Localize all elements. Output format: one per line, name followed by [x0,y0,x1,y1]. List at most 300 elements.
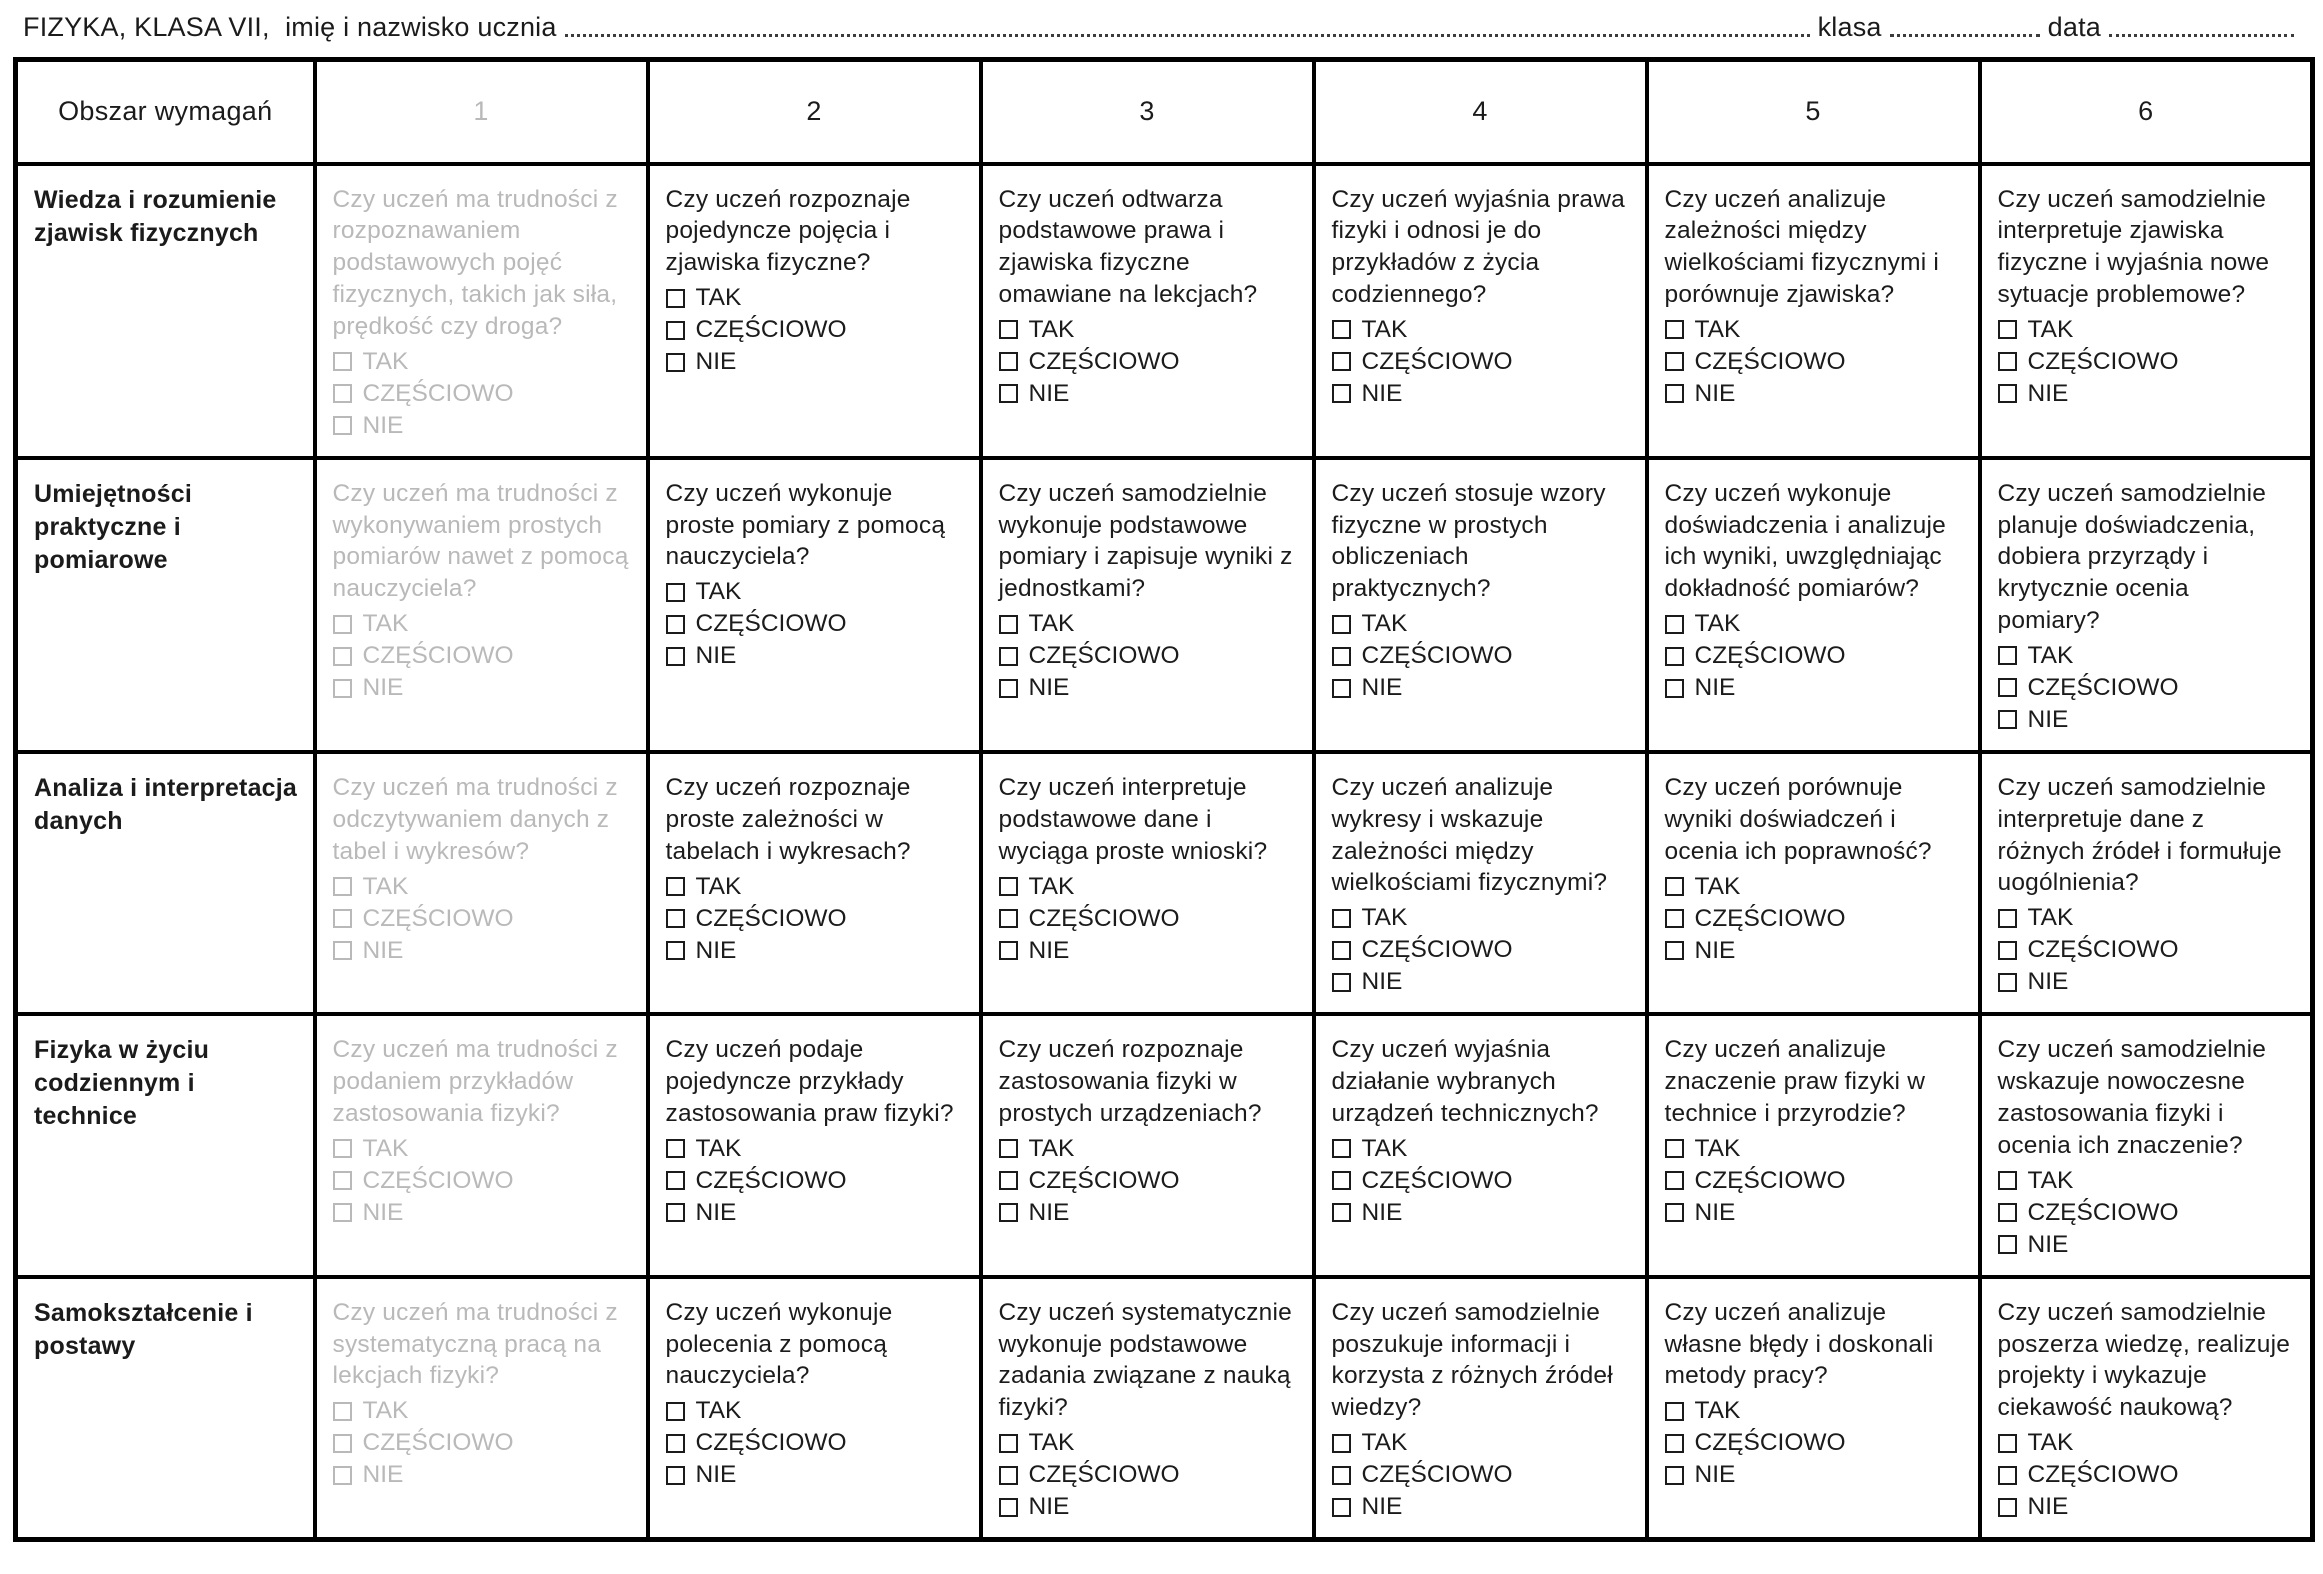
checkbox-option[interactable] [333,870,631,902]
checkbox-icon[interactable] [999,1203,1018,1222]
checkbox-icon[interactable] [1332,909,1351,928]
checkbox-label: NIE [362,411,404,439]
checkbox-label: TAK [1694,872,1741,900]
criterion-cell [1980,164,2313,458]
checkbox-icon[interactable] [666,321,685,340]
checkbox-icon[interactable] [1665,1434,1684,1453]
checkbox-option[interactable] [1998,934,2296,966]
checkbox-label: NIE [1028,1493,1070,1521]
criterion-question: Czy uczeń ma trudności z wykonywaniem prostych pomiarów nawet z pomocą nauczyciela? [332,479,629,603]
checkbox-option[interactable] [333,1395,631,1427]
checkbox-icon[interactable] [666,353,685,372]
checkbox-icon[interactable] [1332,941,1351,960]
checkbox-option[interactable] [333,934,631,966]
criterion-cell [1647,1277,1980,1540]
criterion-cell [315,164,648,458]
checkbox-icon[interactable] [1332,679,1351,698]
checkbox-icon[interactable] [1998,646,2017,665]
criterion-cell [981,1277,1314,1540]
checkbox-icon[interactable] [666,583,685,602]
criterion-question: Czy uczeń wykonuje proste pomiary z pomocą nauczyciela? [665,479,946,571]
checkbox-icon[interactable] [1665,679,1684,698]
checkbox-icon[interactable] [999,1171,1018,1190]
klasa-label: klasa [1817,12,1882,42]
checkbox-option[interactable] [999,608,1297,640]
checkbox-label: NIE [1361,968,1403,996]
checkbox-icon[interactable] [1998,320,2017,339]
checkbox-icon[interactable] [1998,384,2017,403]
checkbox-icon[interactable] [999,352,1018,371]
checkbox-label: TAK [2027,642,2074,670]
checkbox-option[interactable] [1665,608,1963,640]
checkbox-label: TAK [362,610,409,638]
checkbox-label: NIE [695,1198,737,1226]
checkbox-option[interactable] [333,608,631,640]
criterion-cell [981,1014,1314,1276]
checkbox-label: CZĘŚCIOWO [695,1429,847,1457]
checkbox-option[interactable] [333,1427,631,1459]
checkbox-icon[interactable] [666,647,685,666]
checkbox-option[interactable] [1665,1427,1963,1459]
checkbox-label: CZĘŚCIOWO [1028,347,1180,375]
checkbox-group [1332,1133,1630,1229]
checkbox-icon[interactable] [999,647,1018,666]
checkbox-icon[interactable] [1332,647,1351,666]
criterion-question: Czy uczeń wyjaśnia prawa fizyki i odnosi je do przykładów z życia codziennego? [1331,185,1625,309]
checkbox-label: NIE [1361,674,1403,702]
checkbox-icon[interactable] [333,877,352,896]
row-area-label: Umiejętności praktyczne i pomiarowe [16,458,315,752]
criterion-question: Czy uczeń podaje pojedyncze przykłady zastosowania praw fizyki? [665,1036,954,1127]
checkbox-option[interactable] [999,902,1297,934]
checkbox-option[interactable] [1998,1229,2296,1261]
checkbox-icon[interactable] [999,1139,1018,1158]
checkbox-option[interactable] [1998,1427,2296,1459]
checkbox-option[interactable] [999,378,1297,410]
checkbox-option[interactable] [1332,1427,1630,1459]
checkbox-label: CZĘŚCIOWO [1028,904,1180,932]
checkbox-option[interactable] [666,1133,964,1165]
checkbox-icon[interactable] [999,615,1018,634]
criterion-cell [1647,752,1980,1014]
student-name-field-line[interactable] [565,33,1810,37]
checkbox-icon[interactable] [1665,647,1684,666]
checkbox-icon[interactable] [333,1466,352,1485]
checkbox-icon[interactable] [666,615,685,634]
checkbox-option[interactable] [1665,870,1963,902]
checkbox-label: NIE [1361,1198,1403,1226]
checkbox-option[interactable] [1998,378,2296,410]
checkbox-label: TAK [1361,1429,1408,1457]
criterion-question: Czy uczeń samodzielnie interpretuje dane z różnych źródeł i formułuje uogólnienia? [1997,773,2282,897]
checkbox-label: TAK [695,872,742,900]
criterion-cell [1980,752,2313,1014]
checkbox-icon[interactable] [1332,615,1351,634]
checkbox-option[interactable] [999,672,1297,704]
criterion-question: Czy uczeń ma trudności z odczytywaniem danych z tabel i wykresów? [332,773,618,865]
checkbox-icon[interactable] [1665,320,1684,339]
checkbox-label: TAK [1361,610,1408,638]
checkbox-icon[interactable] [999,877,1018,896]
checkbox-label: CZĘŚCIOWO [695,610,847,638]
checkbox-option[interactable] [666,1165,964,1197]
checkbox-icon[interactable] [333,1139,352,1158]
checkbox-icon[interactable] [1332,973,1351,992]
checkbox-label: TAK [695,1134,742,1162]
checkbox-icon[interactable] [999,679,1018,698]
checkbox-icon[interactable] [1998,1235,2017,1254]
checkbox-option[interactable] [1332,1165,1630,1197]
criterion-question: Czy uczeń analizuje własne błędy i doskonali metody pracy? [1664,1298,1934,1390]
criterion-question: Czy uczeń analizuje znaczenie praw fizyki w technice i przyrodzie? [1664,1036,1926,1127]
checkbox-option[interactable] [666,870,964,902]
checkbox-icon[interactable] [999,384,1018,403]
checkbox-icon[interactable] [999,1466,1018,1485]
checkbox-option[interactable] [666,1427,964,1459]
checkbox-icon[interactable] [1332,352,1351,371]
checkbox-icon[interactable] [999,909,1018,928]
checkbox-icon[interactable] [1332,1466,1351,1485]
checkbox-option[interactable] [1665,378,1963,410]
checkbox-label: CZĘŚCIOWO [2027,674,2179,702]
checkbox-label: TAK [695,578,742,606]
checkbox-option[interactable] [1665,1197,1963,1229]
criterion-cell [648,752,981,1014]
checkbox-option[interactable] [1665,346,1963,378]
checkbox-option[interactable] [666,608,964,640]
criterion-question: Czy uczeń samodzielnie wykonuje podstawowe pomiary i zapisuje wyniki z jednostkami? [998,479,1293,603]
checkbox-icon[interactable] [999,1498,1018,1517]
checkbox-option[interactable] [666,934,964,966]
checkbox-icon[interactable] [333,909,352,928]
checkbox-group [333,608,631,704]
checkbox-label: CZĘŚCIOWO [1361,1461,1513,1489]
checkbox-option[interactable] [1665,902,1963,934]
checkbox-option[interactable] [999,346,1297,378]
checkbox-label: TAK [1028,315,1075,343]
checkbox-option[interactable] [333,1133,631,1165]
checkbox-label: CZĘŚCIOWO [1028,642,1180,670]
checkbox-option[interactable] [1998,1197,2296,1229]
criterion-cell [315,752,648,1014]
checkbox-option[interactable] [333,1459,631,1491]
checkbox-icon[interactable] [1665,1139,1684,1158]
checkbox-icon[interactable] [333,1203,352,1222]
row-area-label: Wiedza i rozumienie zjawisk fizycznych [16,164,315,458]
column-header-area: Obszar wymagań [16,60,315,164]
checkbox-icon[interactable] [333,615,352,634]
checkbox-icon[interactable] [333,941,352,960]
checkbox-option[interactable] [1332,640,1630,672]
checkbox-option[interactable] [666,346,964,378]
checkbox-icon[interactable] [1998,1434,2017,1453]
criterion-cell [1314,458,1647,752]
checkbox-option[interactable] [1665,1165,1963,1197]
checkbox-option[interactable] [666,1197,964,1229]
checkbox-label: CZĘŚCIOWO [695,904,847,932]
checkbox-group [333,870,631,966]
checkbox-icon[interactable] [999,941,1018,960]
checkbox-group [999,314,1297,410]
checkbox-option[interactable] [1998,672,2296,704]
checkbox-option[interactable] [1665,1459,1963,1491]
checkbox-icon[interactable] [666,941,685,960]
checkbox-icon[interactable] [666,877,685,896]
checkbox-label: NIE [1694,1198,1736,1226]
checkbox-option[interactable] [1665,672,1963,704]
checkbox-label: NIE [1361,379,1403,407]
checkbox-option[interactable] [1332,934,1630,966]
checkbox-icon[interactable] [666,1171,685,1190]
checkbox-icon[interactable] [333,1171,352,1190]
checkbox-group [1332,1427,1630,1523]
checkbox-icon[interactable] [333,352,352,371]
checkbox-option[interactable] [999,1459,1297,1491]
checkbox-label: CZĘŚCIOWO [1028,1461,1180,1489]
checkbox-group [999,1427,1297,1523]
checkbox-icon[interactable] [1665,1171,1684,1190]
checkbox-icon[interactable] [1998,710,2017,729]
checkbox-option[interactable] [333,1165,631,1197]
checkbox-option[interactable] [1332,1459,1630,1491]
checkbox-option[interactable] [999,1197,1297,1229]
criterion-question: Czy uczeń rozpoznaje pojedyncze pojęcia i zjawiska fizyczne? [665,185,911,277]
checkbox-label: NIE [2027,1493,2069,1521]
checkbox-option[interactable] [333,1197,631,1229]
checkbox-label: TAK [2027,1166,2074,1194]
checkbox-icon[interactable] [333,384,352,403]
checkbox-group [999,870,1297,966]
checkbox-icon[interactable] [1998,973,2017,992]
criterion-question: Czy uczeń systematycznie wykonuje podstawowe zadania związane z nauką fizyki? [998,1298,1292,1422]
checkbox-option[interactable] [333,640,631,672]
checkbox-option[interactable] [1998,704,2296,736]
checkbox-icon[interactable] [1998,352,2017,371]
checkbox-icon[interactable] [1998,909,2017,928]
criterion-question: Czy uczeń samodzielnie interpretuje zjawiska fizyczne i wyjaśnia nowe sytuacje problemowe? [1997,185,2270,309]
checkbox-option[interactable] [1332,1133,1630,1165]
checkbox-label: NIE [362,1461,404,1489]
checkbox-icon[interactable] [666,909,685,928]
checkbox-icon[interactable] [666,1203,685,1222]
checkbox-icon[interactable] [1665,1466,1684,1485]
checkbox-icon[interactable] [333,1402,352,1421]
checkbox-icon[interactable] [666,289,685,308]
checkbox-option[interactable] [1332,1197,1630,1229]
checkbox-label: NIE [1694,674,1736,702]
checkbox-icon[interactable] [1998,1203,2017,1222]
checkbox-option[interactable] [999,934,1297,966]
criterion-cell [981,752,1314,1014]
checkbox-label: NIE [2027,379,2069,407]
checkbox-icon[interactable] [1332,1171,1351,1190]
checkbox-icon[interactable] [666,1139,685,1158]
checkbox-option[interactable] [1665,1133,1963,1165]
checkbox-label: TAK [2027,315,2074,343]
checkbox-option[interactable] [1998,966,2296,998]
criterion-question: Czy uczeń wykonuje doświadczenia i analizuje ich wyniki, uwzględniając dokładność pomiarów? [1664,479,1946,603]
criterion-question: Czy uczeń analizuje zależności między wielkościami fizycznymi i porównuje zjawiska? [1664,185,1940,309]
checkbox-option[interactable] [999,1491,1297,1523]
checkbox-group [666,1133,964,1229]
checkbox-icon[interactable] [1665,1402,1684,1421]
checkbox-label: TAK [362,1134,409,1162]
checkbox-icon[interactable] [1665,352,1684,371]
data-field-line[interactable] [2109,33,2294,37]
criterion-question: Czy uczeń wykonuje polecenia z pomocą nauczyciela? [665,1298,893,1390]
checkbox-option[interactable] [1332,1491,1630,1523]
checkbox-option[interactable] [999,1133,1297,1165]
checkbox-icon[interactable] [1332,1203,1351,1222]
checkbox-option[interactable] [666,640,964,672]
column-header-level-2: 2 [648,60,981,164]
criterion-cell [1980,1014,2313,1276]
checkbox-label: CZĘŚCIOWO [1694,1429,1846,1457]
checkbox-option[interactable] [1332,314,1630,346]
checkbox-group [1665,1133,1963,1229]
checkbox-label: TAK [2027,1429,2074,1457]
checkbox-option[interactable] [1332,966,1630,998]
criterion-cell [315,1014,648,1276]
checkbox-option[interactable] [1998,314,2296,346]
checkbox-icon[interactable] [333,679,352,698]
criterion-cell [315,458,648,752]
checkbox-option[interactable] [1332,672,1630,704]
checkbox-label: CZĘŚCIOWO [2027,1461,2179,1489]
checkbox-option[interactable] [1665,1395,1963,1427]
checkbox-icon[interactable] [333,416,352,435]
checkbox-group [333,1395,631,1491]
checkbox-icon[interactable] [999,320,1018,339]
checkbox-label: NIE [2027,968,2069,996]
checkbox-option[interactable] [1998,1165,2296,1197]
checkbox-icon[interactable] [1332,1434,1351,1453]
checkbox-option[interactable] [1998,902,2296,934]
checkbox-label: NIE [1694,379,1736,407]
checkbox-option[interactable] [333,410,631,442]
criterion-cell [1314,752,1647,1014]
checkbox-icon[interactable] [1332,320,1351,339]
checkbox-label: TAK [695,284,742,312]
checkbox-option[interactable] [666,1459,964,1491]
checkbox-icon[interactable] [1665,909,1684,928]
checkbox-option[interactable] [1332,346,1630,378]
checkbox-icon[interactable] [1998,1171,2017,1190]
checkbox-label: CZĘŚCIOWO [362,379,514,407]
checkbox-label: CZĘŚCIOWO [362,1429,514,1457]
criterion-question: Czy uczeń odtwarza podstawowe prawa i zjawiska fizyczne omawiane na lekcjach? [998,185,1258,309]
checkbox-option[interactable] [999,870,1297,902]
checkbox-icon[interactable] [1998,941,2017,960]
criterion-cell [648,458,981,752]
checkbox-option[interactable] [999,1165,1297,1197]
checkbox-option[interactable] [333,378,631,410]
checkbox-option[interactable] [1998,346,2296,378]
criterion-cell [1980,458,2313,752]
checkbox-icon[interactable] [666,1466,685,1485]
checkbox-icon[interactable] [1332,1498,1351,1517]
checkbox-option[interactable] [333,672,631,704]
criterion-cell [1314,164,1647,458]
checkbox-group [1665,608,1963,704]
criterion-question: Czy uczeń ma trudności z podaniem przykładów zastosowania fizyki? [332,1036,618,1127]
checkbox-icon[interactable] [1998,1498,2017,1517]
checkbox-icon[interactable] [999,1434,1018,1453]
checkbox-label: CZĘŚCIOWO [2027,1198,2179,1226]
checkbox-option[interactable] [1998,1459,2296,1491]
checkbox-icon[interactable] [666,1402,685,1421]
checkbox-group [1998,314,2296,410]
checkbox-icon[interactable] [1665,615,1684,634]
checkbox-icon[interactable] [1998,1466,2017,1485]
checkbox-option[interactable] [999,314,1297,346]
checkbox-label: NIE [1694,1461,1736,1489]
criterion-cell [648,164,981,458]
checkbox-option[interactable] [333,346,631,378]
checkbox-option[interactable] [1998,1491,2296,1523]
checkbox-option[interactable] [999,640,1297,672]
criterion-question: Czy uczeń wyjaśnia działanie wybranych urządzeń technicznych? [1331,1036,1599,1127]
criterion-question: Czy uczeń ma trudności z systematyczną pracą na lekcjach fizyki? [332,1298,618,1390]
checkbox-option[interactable] [1332,378,1630,410]
checkbox-label: TAK [2027,904,2074,932]
checkbox-option[interactable] [666,902,964,934]
checkbox-label: NIE [695,642,737,670]
checkbox-label: NIE [695,1461,737,1489]
checkbox-icon[interactable] [666,1434,685,1453]
table-row [16,164,2313,458]
checkbox-label: TAK [1694,315,1741,343]
checkbox-option[interactable] [1665,934,1963,966]
criterion-question: Czy uczeń interpretuje podstawowe dane i wyciąga proste wnioski? [998,773,1268,865]
checkbox-group [999,1133,1297,1229]
checkbox-icon[interactable] [1332,1139,1351,1158]
checkbox-icon[interactable] [1665,877,1684,896]
checkbox-option[interactable] [1332,608,1630,640]
checkbox-label: TAK [362,872,409,900]
checkbox-label: CZĘŚCIOWO [1361,642,1513,670]
checkbox-option[interactable] [1332,902,1630,934]
checkbox-icon[interactable] [1332,384,1351,403]
checkbox-group [666,870,964,966]
klasa-field-line[interactable] [1890,33,2040,37]
checkbox-option[interactable] [1665,314,1963,346]
checkbox-option[interactable] [999,1427,1297,1459]
checkbox-icon[interactable] [333,1434,352,1453]
checkbox-option[interactable] [1998,640,2296,672]
checkbox-icon[interactable] [333,647,352,666]
checkbox-label: TAK [1028,872,1075,900]
checkbox-group [666,1395,964,1491]
criterion-cell [981,164,1314,458]
checkbox-label: CZĘŚCIOWO [1028,1166,1180,1194]
checkbox-option[interactable] [666,282,964,314]
checkbox-label: NIE [1028,379,1070,407]
criterion-question: Czy uczeń samodzielnie poszukuje informacji i korzysta z różnych źródeł wiedzy? [1331,1298,1613,1422]
checkbox-option[interactable] [333,902,631,934]
checkbox-option[interactable] [666,1395,964,1427]
checkbox-icon[interactable] [1665,941,1684,960]
checkbox-group [1998,640,2296,736]
checkbox-icon[interactable] [1665,1203,1684,1222]
checkbox-option[interactable] [1665,640,1963,672]
checkbox-label: CZĘŚCIOWO [695,316,847,344]
checkbox-icon[interactable] [1665,384,1684,403]
checkbox-label: CZĘŚCIOWO [1361,347,1513,375]
checkbox-icon[interactable] [1998,678,2017,697]
checkbox-option[interactable] [666,314,964,346]
checkbox-option[interactable] [666,576,964,608]
